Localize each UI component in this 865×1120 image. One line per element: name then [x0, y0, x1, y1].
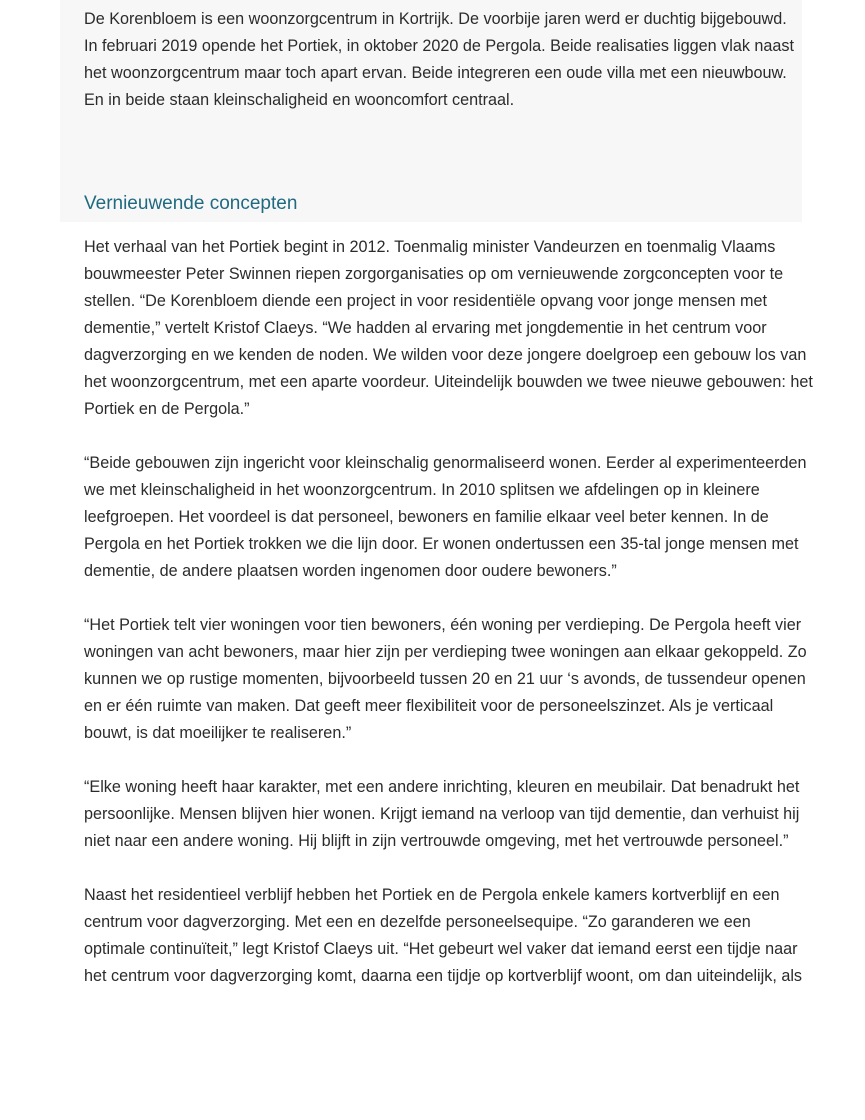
article-body [84, 234, 814, 1017]
intro-paragraph: De Korenbloem is een woonzorgcentrum in Kortrijk. De voorbije jaren werd er duchtig bijgebouwd. In februari 2019 opende het Portiek, in oktober 2020 de Pergola. Beide realisaties liggen vlak naast het woonzorgcentrum maar toch apart ervan. Beide integreren een oude villa met een nieuwbouw. En in beide staan kleinschaligheid en wooncomfort centraal. [84, 10, 795, 109]
paragraph: Naast het residentieel verblijf hebben het Portiek en de Pergola enkele kamers kortverblijf en een centrum voor dagverzorging. Met een en dezelfde personeelsequipe. “Zo garanderen we een optimale continuïteit,” legt Kristof Claeys uit. “Het gebeurt wel vaker dat iemand eerst een tijdje naar het centrum voor dagverzorging komt, daarna een tijdje op kortverblijf woont, om dan uiteindelijk, als [84, 886, 803, 985]
section-heading: Vernieuwende concepten [84, 193, 298, 214]
paragraph: “Het Portiek telt vier woningen voor tien bewoners, één woning per verdieping. De Pergola heeft vier woningen van acht bewoners, maar hier zijn per verdieping twee woningen aan elkaar gekoppeld. Zo kunnen we op rustige momenten, bijvoorbeeld tussen 20 en 21 uur ‘s avonds, de tussendeur openen en er één ruimte van maken. Dat geeft meer flexibiliteit voor de personeelszinzet. Als je verticaal bouwt, is dat moeilijker te realiseren.” [84, 616, 807, 742]
paragraph: Het verhaal van het Portiek begint in 2012. Toenmalig minister Vandeurzen en toenmalig Vlaams bouwmeester Peter Swinnen riepen zorgorganisaties op om vernieuwende zorgconcepten voor te stellen. “De Korenbloem diende een project in voor residentiële opvang voor jonge mensen met dementie,” vertelt Kristof Claeys. “We hadden al ervaring met jongdementie in het centrum voor dagverzorging en we kenden de noden. We wilden voor deze jongere doelgroep een gebouw los van het woonzorgcentrum, met een aparte voordeur. Uiteindelijk bouwden we twee nieuwe gebouwen: het Portiek en de Pergola.” [84, 238, 813, 418]
paragraph: “Beide gebouwen zijn ingericht voor kleinschalig genormaliseerd wonen. Eerder al experimenteerden we met kleinschaligheid in het woonzorgcentrum. In 2010 splitsen we afdelingen op in kleinere leefgroepen. Het voordeel is dat personeel, bewoners en familie elkaar veel beter kennen. In de Pergola en het Portiek trokken we die lijn door. Er wonen ondertussen een 35-tal jonge mensen met dementie, de andere plaatsen worden ingenomen door oudere bewoners.” [84, 454, 807, 580]
paragraph: “Elke woning heeft haar karakter, met een andere inrichting, kleuren en meubilair. Dat benadrukt het persoonlijke. Mensen blijven hier wonen. Krijgt iemand na verloop van tijd dementie, dan verhuist hij niet naar een andere woning. Hij blijft in zijn vertrouwde omgeving, met het vertrouwde personeel.” [84, 778, 800, 850]
